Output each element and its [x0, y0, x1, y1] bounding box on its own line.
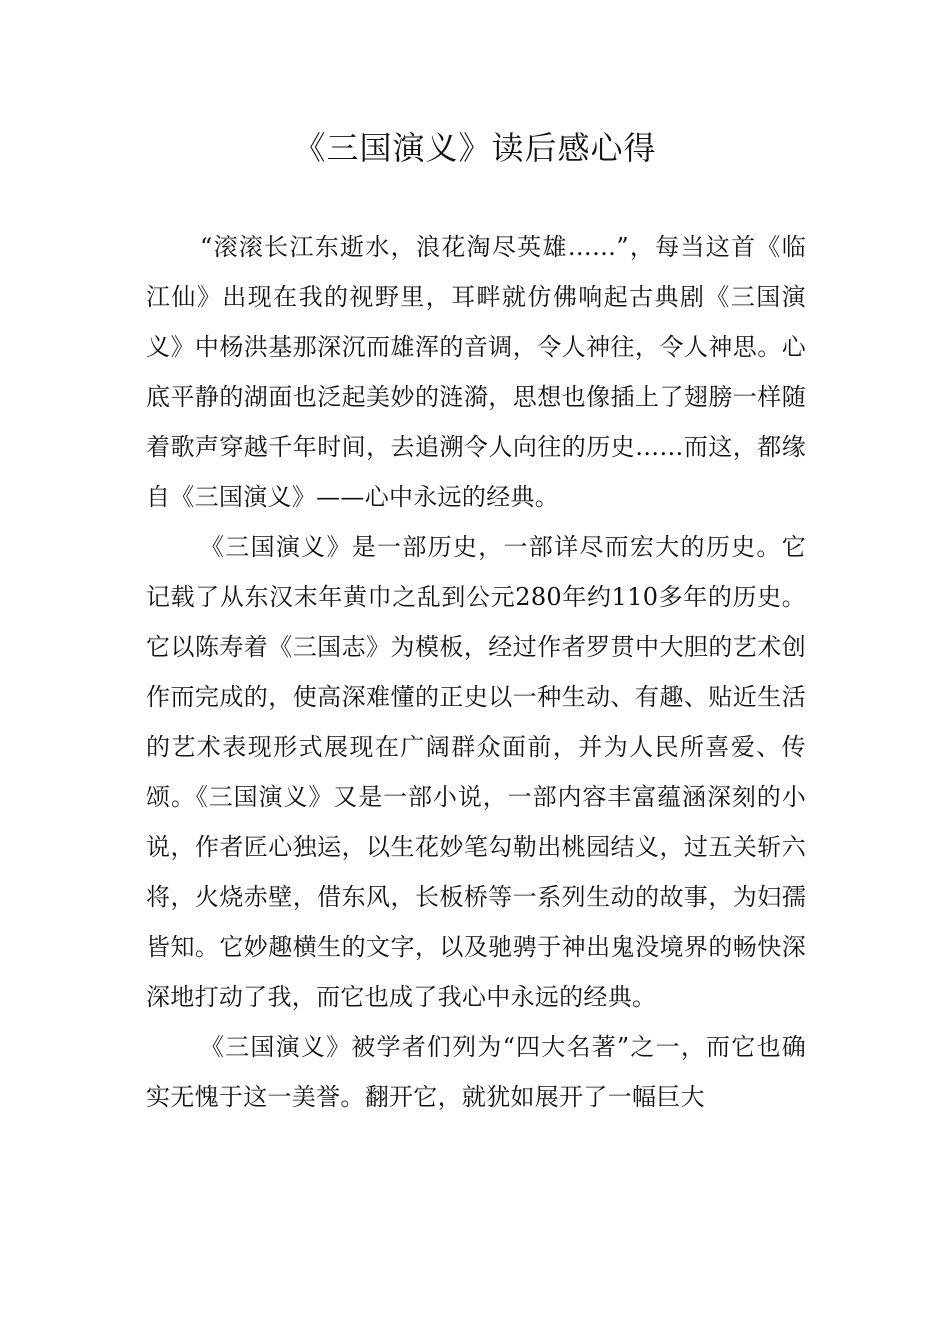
document-title: 《三国演义》读后感心得: [293, 129, 657, 167]
paragraph-2: 《三国演义》是一部历史，一部详尽而宏大的历史。它记载了从东汉末年黄巾之乱到公元280年约110多年的历史。它以陈寿着《三国志》为模板，经过作者罗贯中大胆的艺术创作而完成的，使高深难懂的正史以一种生动、有趣、贴近生活的艺术表现形式展现在广阔群众面前，并为人民所喜爱、传颂。《三国演义》又是一部小说，一部内容丰富蕴涵深刻的小说，作者匠心独运，以生花妙笔勾勒出桃园结义，过五关斩六将，火烧赤壁，借东风，长板桥等一系列生动的故事，为妇孺皆知。它妙趣横生的文字，以及驰骋于神出鬼没境界的畅快深深地打动了我，而它也成了我心中永远的经典。: [146, 533, 806, 1011]
document-body: [146, 222, 806, 1122]
paragraph-3: 《三国演义》被学者们列为“四大名著”之一，而它也确实无愧于这一美誉。翻开它，就犹如展开了一幅巨大: [146, 1033, 806, 1111]
paragraph-1: “滚滚长江东逝水，浪花淘尽英雄……”，每当这首《临江仙》出现在我的视野里，耳畔就仿佛响起古典剧《三国演义》中杨洪基那深沉而雄浑的音调，令人神往，令人神思。心底平静的湖面也泛起美妙的涟漪，思想也像插上了翅膀一样随着歌声穿越千年时间，去追溯令人向往的历史……而这，都缘自《三国演义》——心中永远的经典。: [146, 233, 806, 511]
